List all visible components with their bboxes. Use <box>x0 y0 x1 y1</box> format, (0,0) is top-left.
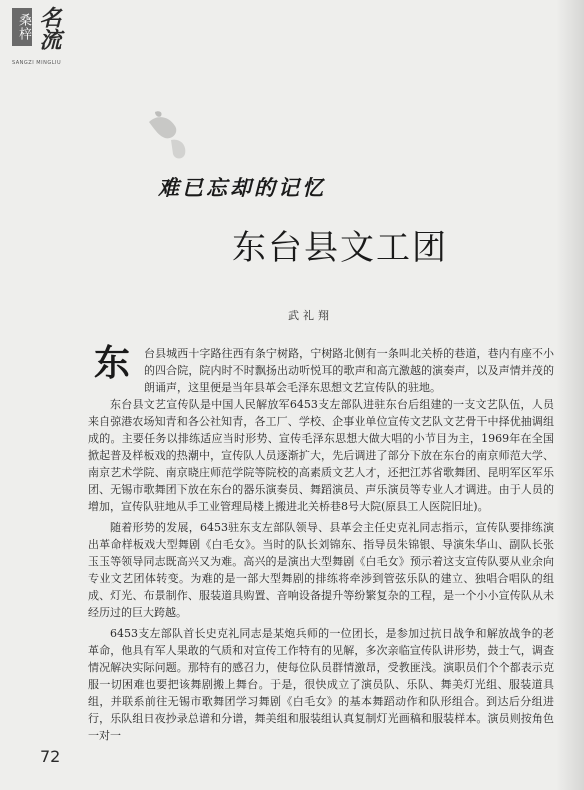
body-paragraph: 随着形势的发展，6453驻东支左部队领导、县革会主任史克礼同志指示，宣传队要排练演出革命样板戏大型舞剧《白毛女》。当时的队长刘锦东、指导员朱锦银、导演朱华山、副队长张玉玉等领导同志既高兴又为难。高兴的是演出大型舞剧《白毛女》预示着这支宣传队要从业余向专业文艺团体转变。为难的是一部大型舞剧的排练将牵涉到管弦乐队的建立、独唱合唱队的组成、灯光、布景制作、服装道具购置、音响设备提升等纷繁复杂的工程，是一个小小宣传队从未经历过的巨大跨越。 <box>88 521 554 619</box>
ink-brush-decoration <box>135 100 205 170</box>
column-header <box>12 2 90 80</box>
body-paragraph: 东台县文艺宣传队是中国人民解放军6453支左部队进驻东台后组建的一支文艺队伍，人员来自弶港农场知青和各公社知青，各工厂、学校、企事业单位宣传文艺队文艺骨干中择优抽调组成的。主要任务以排练适应当时形势、宣传毛泽东思想大做大唱的小节目为主，1969年在全国掀起普及样板戏的热潮中，宣传队人员逐渐扩大，先后调进了部分下放在东台的南京师范大学、南京艺术学院、南京晓庄师范学院等院校的高素质文艺人才，还把江苏省歌舞团、昆明军区军乐团、无锡市歌舞团下放在东台的器乐演奏员、舞蹈演员、声乐演员等专业人才调进。由于人员的增加，宣传队驻地从手工业管理局楼上搬进北关桥巷8号大院(原县工人医院旧址)。 <box>88 398 554 513</box>
article-subtitle: 难已忘却的记忆 <box>158 175 326 200</box>
body-paragraph: 6453支左部队首长史克礼同志是某炮兵师的一位团长，是参加过抗日战争和解放战争的老革命，他具有军人果敢的气质和对宣传工作特有的见解，多次亲临宣传队讲形势，鼓士气，调查情况解决实际问题。那特有的感召力，使每位队员群情激昂，受教匪浅。演职员们个个都表示克服一切困难也要把该舞剧搬上舞台。于是，很快成立了演员队、乐队、舞美灯光组、服装道具组，并联系前往无锡市歌舞团学习舞剧《白毛女》的基本舞蹈动作和队形组合。到达后分组进行，乐队组日夜抄录总谱和分谱，舞美组和服装组认真复制灯光画稿和服装样本。演员则按角色一对一 <box>88 627 554 742</box>
column-brush-title: 名流 <box>36 6 62 50</box>
column-tag-label: 桑梓 <box>12 8 32 46</box>
article-body <box>88 396 554 747</box>
lead-paragraph: 台县城西十字路往西有条宁树路，宁树路北侧有一条叫北关桥的巷道，巷内有座不小的四合院，院内时不时飘扬出动听悦耳的歌声和高亢激越的演奏声，以及声情并茂的朗诵声，这里便是当年县革会毛泽东思想文艺宣传队的驻地。 <box>144 347 554 394</box>
page-number: 72 <box>40 747 61 766</box>
drop-cap: 东 <box>94 342 131 384</box>
page-edge-shadow <box>556 0 584 790</box>
article-title: 东台县文工团 <box>232 228 448 268</box>
column-pinyin: SANGZI MINGLIU <box>12 60 62 66</box>
article-author: 武礼翔 <box>288 309 333 322</box>
